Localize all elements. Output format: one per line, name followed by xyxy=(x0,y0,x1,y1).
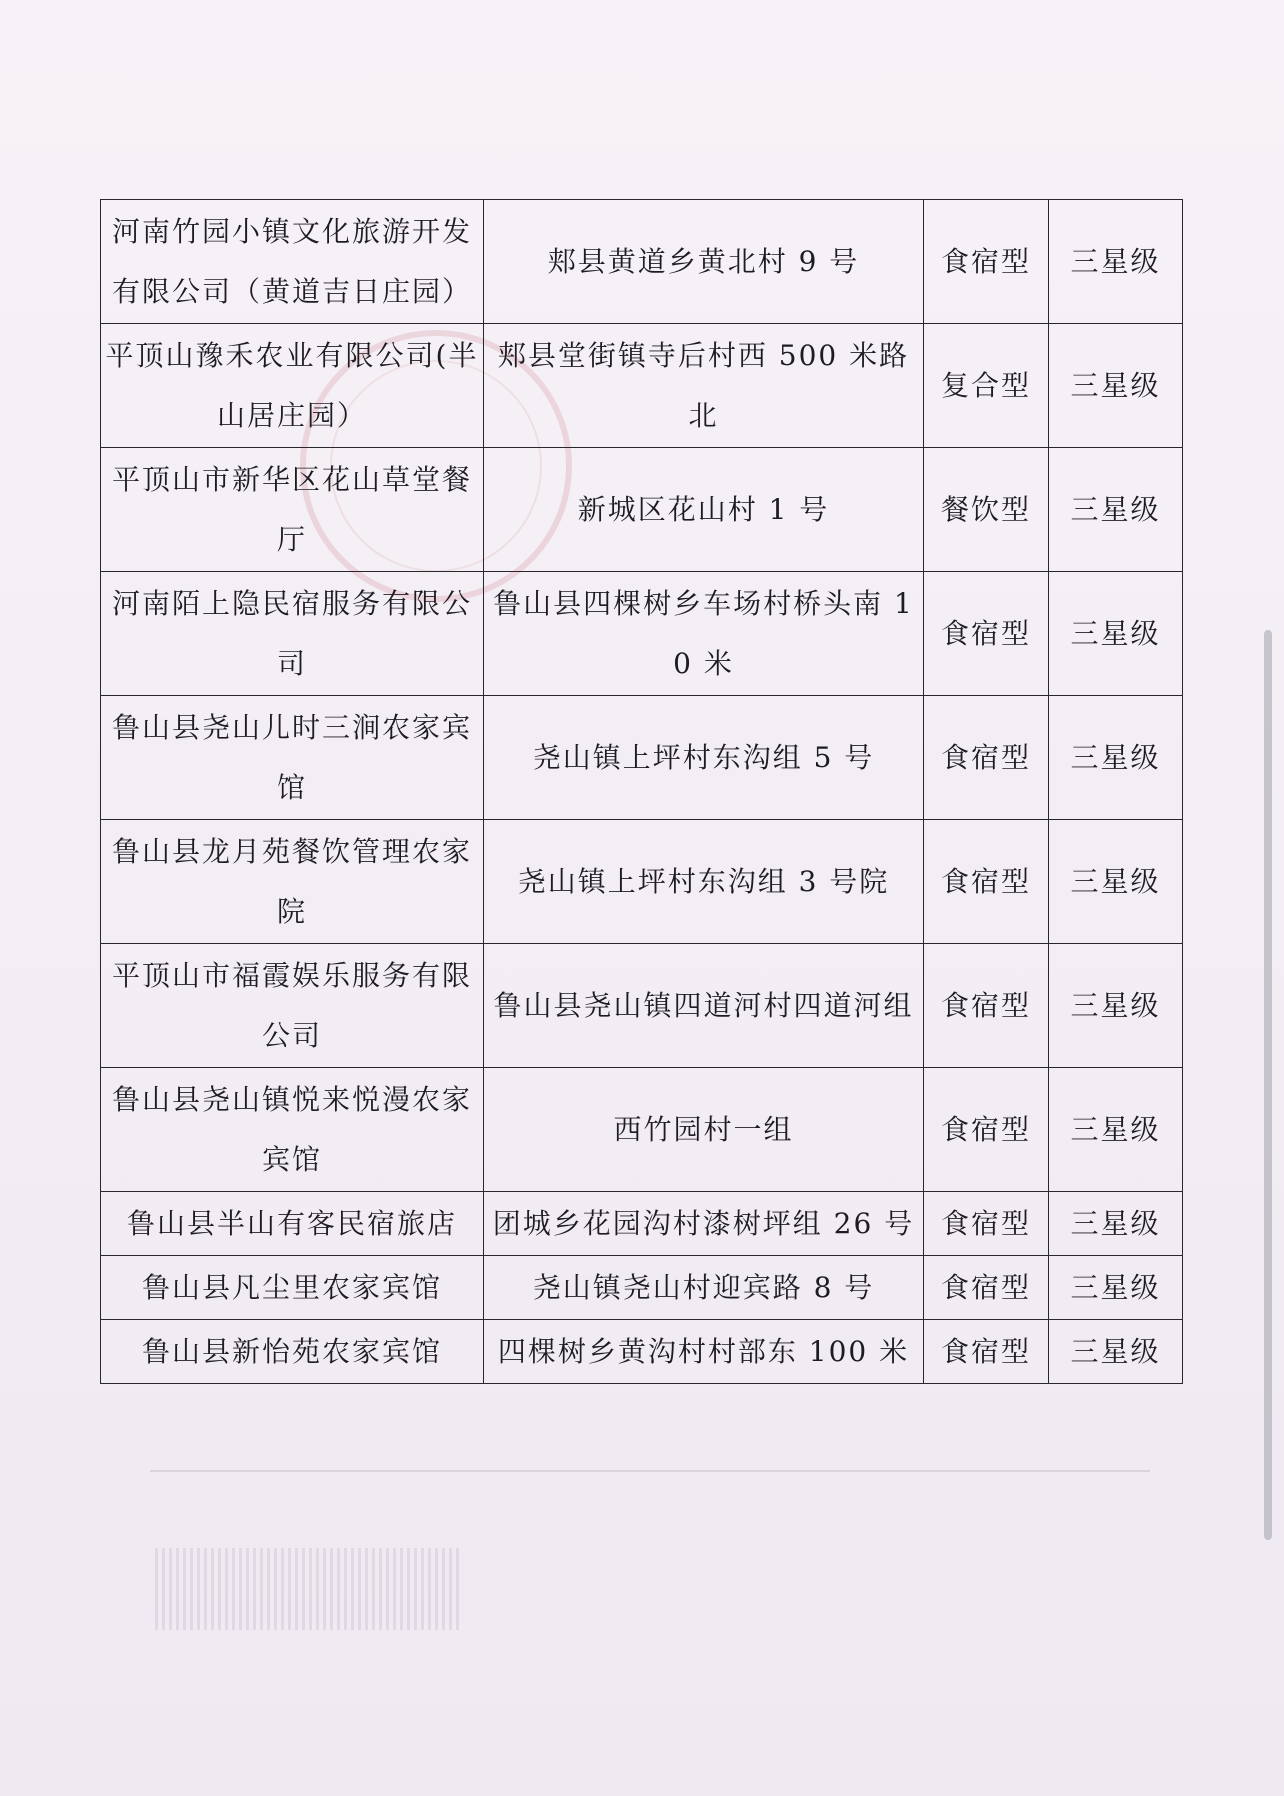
cell-type: 食宿型 xyxy=(924,944,1049,1068)
cell-address: 鲁山县尧山镇四道河村四道河组 xyxy=(484,944,924,1068)
cell-type: 食宿型 xyxy=(924,200,1049,324)
cell-type: 食宿型 xyxy=(924,1320,1049,1384)
cell-address: 尧山镇尧山村迎宾路 8 号 xyxy=(484,1256,924,1320)
cell-level: 三星级 xyxy=(1049,696,1183,820)
cell-level: 三星级 xyxy=(1049,820,1183,944)
cell-name: 鲁山县新怡苑农家宾馆 xyxy=(101,1320,484,1384)
table-row xyxy=(101,448,1183,572)
bleed-through-line xyxy=(150,1470,1150,1472)
cell-level: 三星级 xyxy=(1049,200,1183,324)
cell-type: 食宿型 xyxy=(924,820,1049,944)
cell-address: 尧山镇上坪村东沟组 3 号院 xyxy=(484,820,924,944)
cell-name: 平顶山豫禾农业有限公司(半山居庄园） xyxy=(101,324,484,448)
cell-type: 食宿型 xyxy=(924,696,1049,820)
cell-level: 三星级 xyxy=(1049,944,1183,1068)
cell-address: 团城乡花园沟村漆树坪组 26 号 xyxy=(484,1192,924,1256)
cell-type: 食宿型 xyxy=(924,1068,1049,1192)
cell-name: 鲁山县半山有客民宿旅店 xyxy=(101,1192,484,1256)
cell-name: 鲁山县尧山儿时三涧农家宾馆 xyxy=(101,696,484,820)
cell-name: 鲁山县凡尘里农家宾馆 xyxy=(101,1256,484,1320)
cell-address: 鲁山县四棵树乡车场村桥头南 10 米 xyxy=(484,572,924,696)
vertical-scrollbar[interactable] xyxy=(1264,630,1272,1540)
table-row xyxy=(101,1256,1183,1320)
cell-address: 郏县黄道乡黄北村 9 号 xyxy=(484,200,924,324)
table-row xyxy=(101,572,1183,696)
cell-level: 三星级 xyxy=(1049,572,1183,696)
cell-type: 食宿型 xyxy=(924,1192,1049,1256)
table-row xyxy=(101,200,1183,324)
cell-name: 河南陌上隐民宿服务有限公司 xyxy=(101,572,484,696)
cell-level: 三星级 xyxy=(1049,1068,1183,1192)
cell-level: 三星级 xyxy=(1049,1320,1183,1384)
cell-address: 四棵树乡黄沟村村部东 100 米 xyxy=(484,1320,924,1384)
table-row xyxy=(101,696,1183,820)
cell-level: 三星级 xyxy=(1049,324,1183,448)
cell-type: 食宿型 xyxy=(924,572,1049,696)
cell-name: 河南竹园小镇文化旅游开发有限公司（黄道吉日庄园） xyxy=(101,200,484,324)
cell-address: 尧山镇上坪村东沟组 5 号 xyxy=(484,696,924,820)
cell-level: 三星级 xyxy=(1049,448,1183,572)
cell-level: 三星级 xyxy=(1049,1192,1183,1256)
cell-type: 食宿型 xyxy=(924,1256,1049,1320)
table-row xyxy=(101,1320,1183,1384)
cell-name: 平顶山市新华区花山草堂餐厅 xyxy=(101,448,484,572)
cell-address: 西竹园村一组 xyxy=(484,1068,924,1192)
table-row xyxy=(101,820,1183,944)
table-row xyxy=(101,324,1183,448)
cell-type: 复合型 xyxy=(924,324,1049,448)
cell-name: 鲁山县龙月苑餐饮管理农家院 xyxy=(101,820,484,944)
table-row xyxy=(101,1068,1183,1192)
records-table xyxy=(100,199,1183,1384)
cell-name: 鲁山县尧山镇悦来悦漫农家宾馆 xyxy=(101,1068,484,1192)
cell-address: 新城区花山村 1 号 xyxy=(484,448,924,572)
cell-type: 餐饮型 xyxy=(924,448,1049,572)
bleed-through-mark xyxy=(155,1548,460,1630)
table-row xyxy=(101,944,1183,1068)
table-row xyxy=(101,1192,1183,1256)
cell-address: 郏县堂街镇寺后村西 500 米路北 xyxy=(484,324,924,448)
cell-name: 平顶山市福霞娱乐服务有限公司 xyxy=(101,944,484,1068)
cell-level: 三星级 xyxy=(1049,1256,1183,1320)
